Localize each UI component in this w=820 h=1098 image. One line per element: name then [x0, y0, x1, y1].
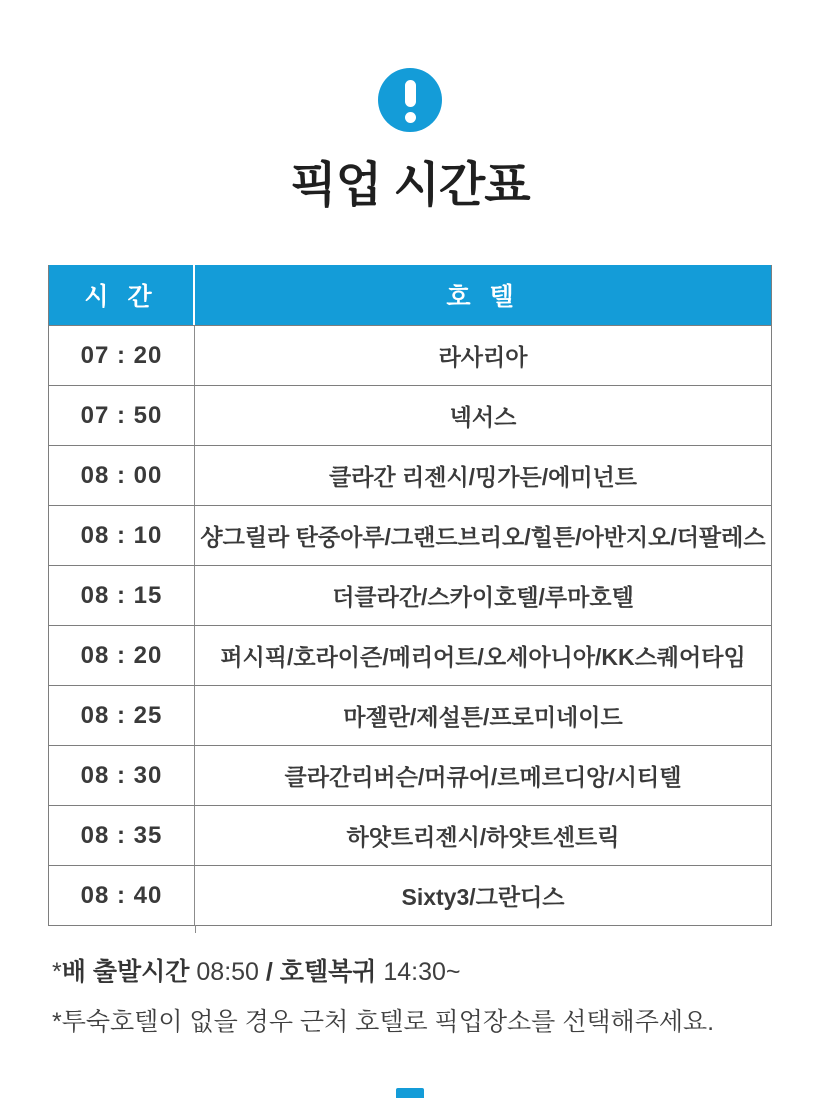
hotel-cell: 퍼시픽/호라이즌/메리어트/오세아니아/KK스퀘어타임: [220, 644, 746, 670]
table-header-row: [49, 265, 771, 325]
departure-return-note: [52, 952, 461, 988]
note-star: *: [52, 958, 62, 986]
hotel-cell: Sixty3/그란디스: [401, 884, 565, 910]
exclamation-dot: [405, 112, 416, 123]
note-slash: /: [265, 958, 273, 986]
time-cell: 07 : 50: [49, 386, 195, 445]
time-cell: 07 : 20: [49, 326, 195, 385]
departure-time: 08:50: [189, 958, 266, 986]
exclamation-bar: [405, 80, 416, 107]
page-title: 픽업 시간표: [290, 159, 530, 212]
cropped-next-section-element: [396, 1088, 424, 1098]
table-row: [49, 385, 771, 445]
table-row: [49, 745, 771, 805]
hotel-cell: 클라간 리젠시/밍가든/에미넌트: [328, 464, 637, 490]
hotel-cell: 마젤란/제설튼/프로미네이드: [343, 704, 623, 730]
table-row: [49, 625, 771, 685]
table-row: [49, 505, 771, 565]
time-cell: 08 : 25: [49, 686, 195, 745]
time-cell: 08 : 30: [49, 746, 195, 805]
table-row: [49, 685, 771, 745]
hotel-cell: 클라간리버슨/머큐어/르메르디앙/시티텔: [284, 764, 682, 790]
return-time: 14:30~: [376, 958, 461, 986]
hotel-column-header: 호 텔: [446, 283, 520, 311]
table-row: [49, 325, 771, 385]
pickup-table: [48, 265, 772, 926]
time-cell: 08 : 15: [49, 566, 195, 625]
hotel-cell: 샹그릴라 탄중아루/그랜드브리오/힐튼/아반지오/더팔레스: [200, 524, 766, 550]
hotel-cell: 더클라간/스카이호텔/루마호텔: [332, 584, 634, 610]
exclamation-circle-icon: [378, 68, 442, 132]
time-cell: 08 : 00: [49, 446, 195, 505]
hotel-cell: 넥서스: [449, 404, 517, 430]
time-cell: 08 : 35: [49, 806, 195, 865]
table-row: [49, 565, 771, 625]
hotel-cell: 하얏트리젠시/하얏트센트릭: [346, 824, 620, 850]
table-row: [49, 445, 771, 505]
hotel-cell: 라사리아: [438, 344, 528, 370]
time-cell: 08 : 10: [49, 506, 195, 565]
return-label: 호텔복귀: [272, 958, 377, 986]
hotel-selection-note: *투숙호텔이 없을 경우 근처 호텔로 픽업장소를 선택해주세요.: [52, 1008, 715, 1036]
table-row: [49, 865, 771, 925]
time-cell: 08 : 20: [49, 626, 195, 685]
time-cell: 08 : 40: [49, 866, 195, 925]
time-column-header: 시 간: [49, 265, 195, 325]
departure-label: 배 출발시간: [61, 958, 190, 986]
table-row: [49, 805, 771, 865]
column-divider-overhang: [195, 925, 196, 933]
